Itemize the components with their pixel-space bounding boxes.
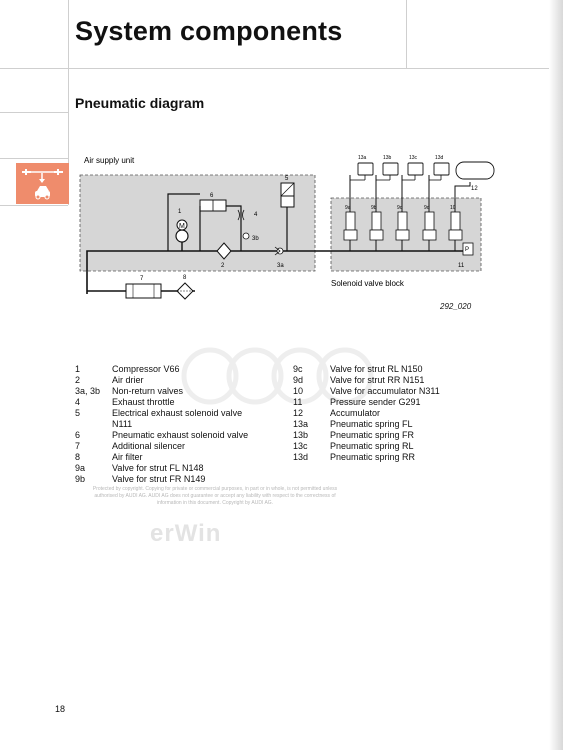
erwin-watermark-logo: erWin [150, 520, 222, 547]
grid-line-horizontal-icon-bottom [0, 205, 68, 206]
suspension-car-icon [16, 163, 69, 204]
legend-item: 13c Pneumatic spring RL [293, 441, 414, 451]
legend-item: 3a, 3b Non-return valves [75, 386, 184, 396]
legend-item: 1 Compressor V66 [75, 364, 180, 374]
label-2: 2 [221, 263, 225, 269]
section-title: Pneumatic diagram [75, 95, 205, 111]
pneumatic-spring-13a-icon [358, 163, 373, 175]
valve-9a [344, 175, 357, 251]
air-supply-unit-label: Air supply unit [84, 156, 135, 165]
legend-item: 9c Valve for strut RL N150 [293, 364, 423, 374]
legend-item: 13b Pneumatic spring FR [293, 430, 415, 440]
legend-item: 11 Pressure sender G291 [293, 397, 421, 407]
page-number: 18 [55, 704, 66, 714]
legend-item: 9a Valve for strut FL N148 [75, 463, 204, 473]
legend-item: 6 Pneumatic exhaust solenoid valve [75, 430, 249, 440]
label-13a: 13a [358, 155, 367, 161]
legend-item: 4 Exhaust throttle [75, 397, 175, 407]
legend-item: 9d Valve for strut RR N151 [293, 375, 425, 385]
label-3a: 3a [277, 263, 284, 269]
pneumatic-diagram [78, 150, 498, 315]
label-8: 8 [183, 275, 187, 281]
solenoid-valve-block-label: Solenoid valve block [331, 279, 404, 288]
label-6: 6 [210, 193, 214, 199]
label-10: 10 [450, 205, 456, 211]
legend-item: 5 Electrical exhaust solenoid valve [75, 408, 243, 418]
grid-line-horizontal-icon-top [0, 158, 68, 159]
label-3b: 3b [252, 236, 259, 242]
label-13b: 13b [383, 155, 392, 161]
label-13c: 13c [409, 155, 418, 161]
legend-item: 13d Pneumatic spring RR [293, 452, 416, 462]
copyright-notice: Protected by copyright. Copying for private or commercial purposes, in part or in whole, is not permitted unless authorised by AUDI AG. AUDI AG does not guarantee or accept any liability with respect to the correctness of information in this document. Copyright by AUDI AG. [92, 486, 338, 506]
legend-item: 7 Additional silencer [75, 441, 186, 451]
label-7: 7 [140, 276, 144, 282]
label-4: 4 [254, 212, 258, 218]
label-1: 1 [178, 209, 182, 215]
label-12: 12 [471, 186, 478, 192]
pneumatic-spring-13c-icon [408, 163, 423, 175]
label-9c: 9c [397, 205, 403, 211]
label-13d: 13d [435, 155, 444, 161]
label-11: 11 [458, 263, 465, 269]
legend-item: N111 [112, 419, 133, 429]
grid-line-horizontal-top [0, 68, 549, 69]
pressure-p-label: P [465, 247, 470, 253]
valve-9d [423, 175, 436, 251]
valve-9c [396, 175, 409, 251]
label-5: 5 [285, 176, 289, 182]
compressor-pump-icon [176, 230, 188, 242]
legend-item: 10 Valve for accumulator N311 [293, 386, 440, 396]
pneumatic-spring-13d-icon [434, 163, 449, 175]
non-return-valve-3b-icon [243, 233, 249, 239]
accumulator-icon [456, 162, 494, 179]
air-supply-unit-box [80, 175, 315, 271]
valve-9b [370, 175, 383, 251]
additional-silencer-icon [126, 284, 161, 298]
legend-left [75, 364, 325, 485]
label-9d: 9d [424, 205, 430, 211]
pneumatic-spring-13b-icon [383, 163, 398, 175]
label-9a: 9a [345, 205, 351, 211]
grid-line-horizontal-mid [0, 112, 68, 113]
legend-item: 13a Pneumatic spring FL [293, 419, 413, 429]
motor-m-label: M [179, 223, 185, 230]
legend-right [293, 364, 493, 463]
grid-line-vertical-right [406, 0, 407, 68]
page-title: System components [75, 16, 343, 46]
page-edge-shadow [549, 0, 563, 750]
legend-item: 2 Air drier [75, 375, 144, 385]
legend-item: 8 Air filter [75, 452, 143, 462]
legend-item: 12 Accumulator [293, 408, 381, 418]
figure-reference: 292_020 [440, 302, 472, 311]
label-9b: 9b [371, 205, 377, 211]
legend-item: 9b Valve for strut FR N149 [75, 474, 206, 484]
